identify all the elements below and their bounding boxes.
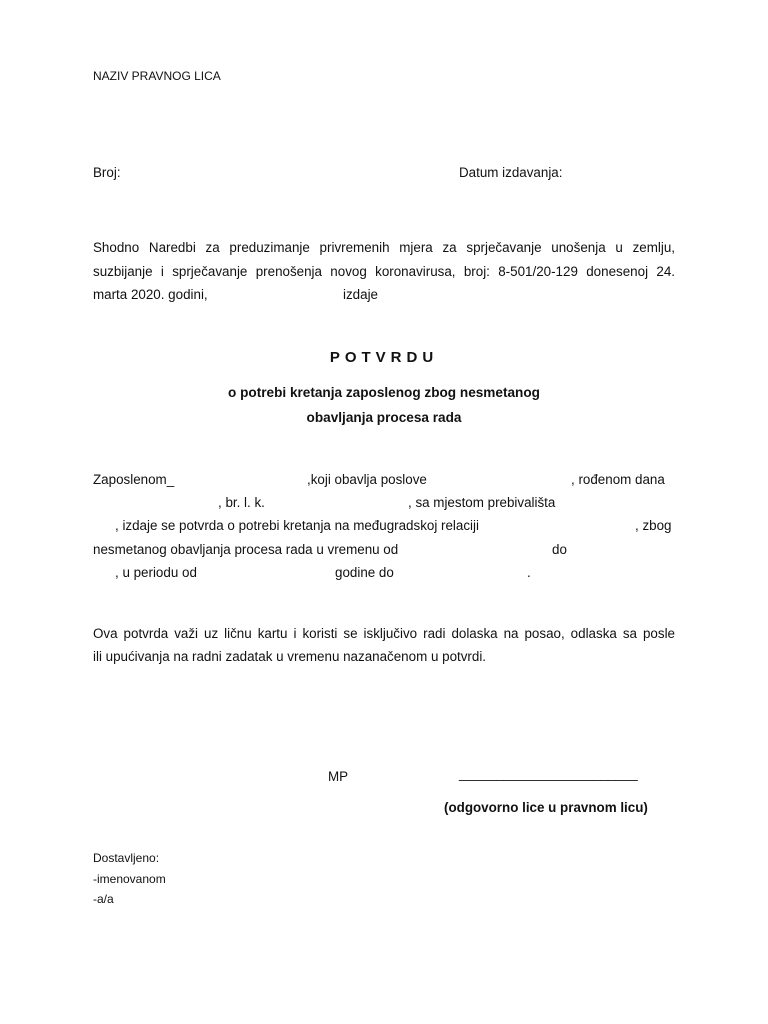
period-from-label: , u periodu od (115, 565, 197, 580)
signature-line: ________________________ (459, 766, 638, 781)
stamp-placeholder: MP (328, 769, 349, 784)
intro-line-3-start: marta 2020. godini, (93, 287, 208, 302)
body-line-2 (93, 495, 675, 515)
body-line-3 (93, 518, 675, 538)
period-to-label: godine do (335, 565, 394, 580)
body-line-5 (93, 565, 675, 585)
employee-label: Zaposlenom_ (93, 472, 175, 487)
intro-line-3-end: izdaje (343, 287, 378, 302)
validity-line-1: Ova potvrda važi uz ličnu kartu i koristi se isključivo radi dolaska na posao, odlaska sa posle (93, 626, 675, 641)
signature-caption: (odgovorno lice u pravnom licu) (444, 800, 648, 815)
intro-line-3 (93, 287, 675, 307)
intro-line-1: Shodno Naredbi za preduzimanje privremenih mjera za sprječavanje unošenja u zemlju, (93, 240, 675, 255)
validity-line-2: ili upućivanja na radni zadatak u vremenu nazanačenom u potvrdi. (93, 649, 487, 664)
body-line-4 (93, 542, 675, 562)
reason-label: , zbog (635, 518, 672, 533)
job-label: ,koji obavlja poslove (307, 472, 427, 487)
delivery-item: -a/a (93, 892, 114, 906)
document-subtitle-2: obavljanja procesa rada (306, 410, 462, 425)
period-end-dot: . (527, 565, 531, 580)
delivery-item: -imenovanom (93, 872, 166, 886)
number-label: Broj: (93, 165, 121, 180)
relation-label: , izdaje se potvrda o potrebi kretanja na međugradskoj relaciji (115, 518, 479, 533)
document-subtitle-1: o potrebi kretanja zaposlenog zbog nesmetanog (228, 385, 540, 400)
time-to-label: do (552, 542, 567, 557)
intro-line-2: suzbijanje i sprječavanje prenošenja novog koronavirusa, broj: 8-501/20-129 donesenoj 24. (93, 264, 675, 279)
residence-label: , sa mjestom prebivališta (408, 495, 556, 510)
issue-date-label: Datum izdavanja: (459, 165, 563, 180)
delivery-label: Dostavljeno: (93, 851, 160, 865)
birth-date-label: , rođenom dana (571, 472, 665, 487)
company-name: NAZIV PRAVNOG LICA (93, 69, 221, 83)
body-line-1 (93, 472, 675, 492)
time-from-label: nesmetanog obavljanja procesa rada u vremenu od (93, 542, 399, 557)
id-card-label: , br. l. k. (218, 495, 265, 510)
document-title: POTVRDU (329, 349, 439, 366)
